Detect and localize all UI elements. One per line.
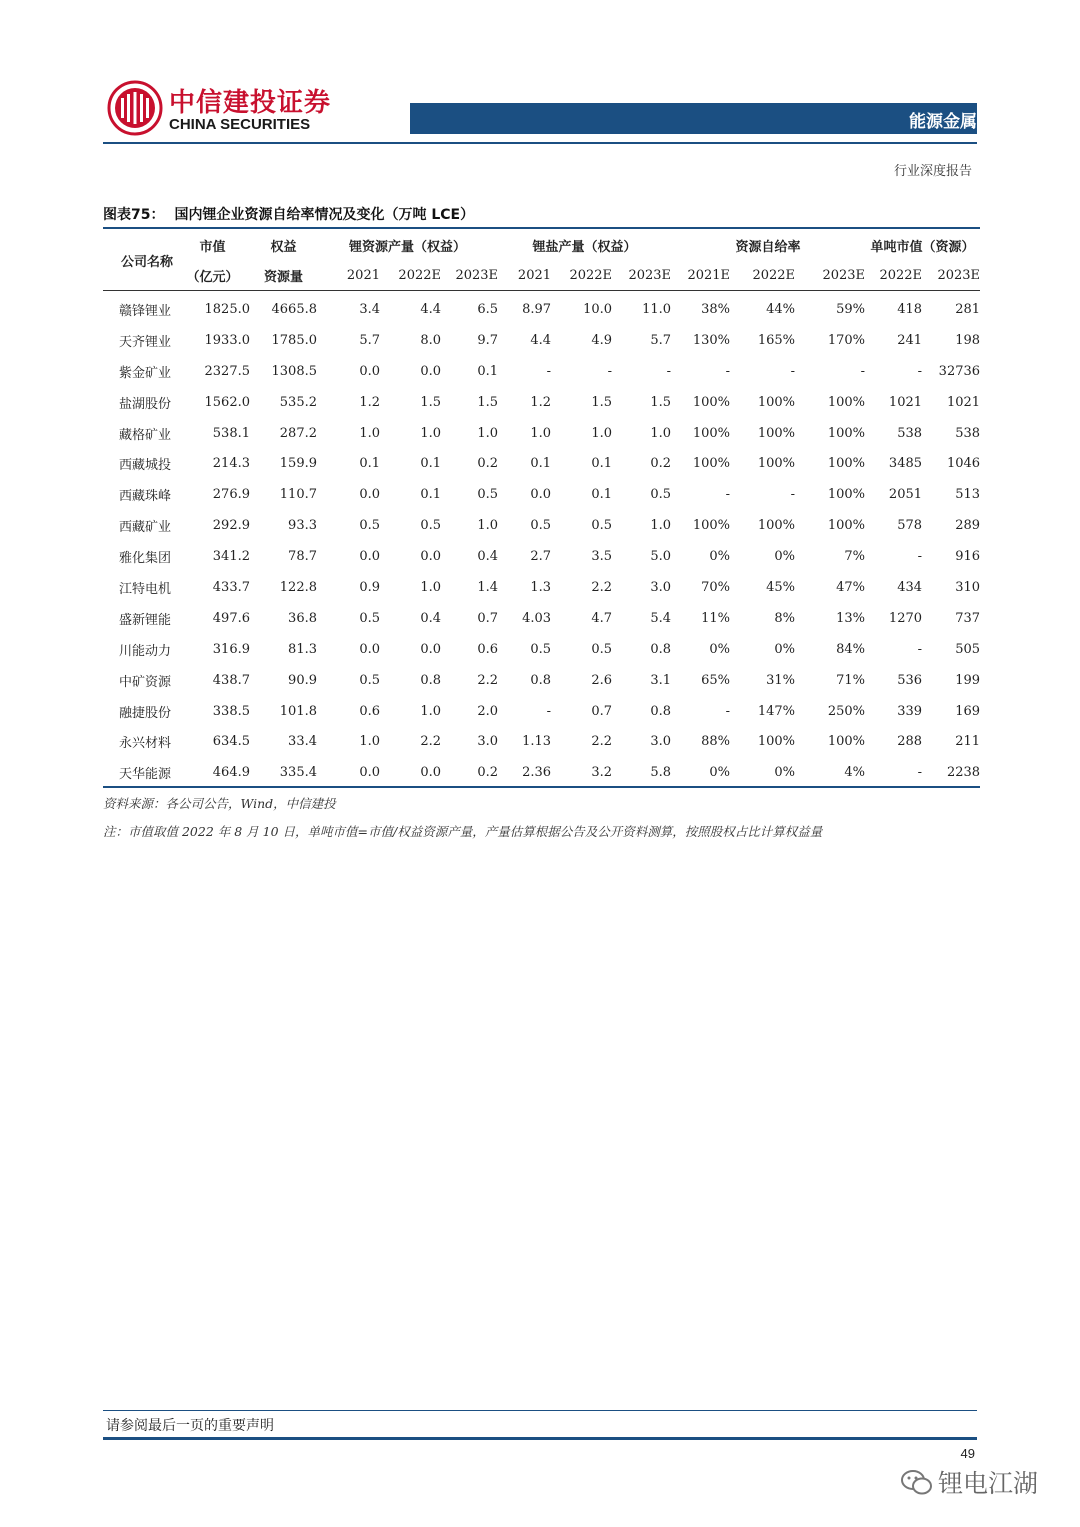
table-cell: 0.5 xyxy=(650,487,672,503)
table-cell: 418 xyxy=(897,301,923,317)
table-cell: 281 xyxy=(955,301,981,317)
header-resources: 资源量 xyxy=(263,269,303,285)
table-cell: 100% xyxy=(827,518,866,534)
table-cell: 11% xyxy=(701,610,731,626)
table-cell: 0.8 xyxy=(530,672,552,688)
table-cell: 8.0 xyxy=(420,332,441,348)
header-year: 2022E xyxy=(752,267,796,283)
table-cell: 4.03 xyxy=(522,610,552,626)
table-cell: 100% xyxy=(757,425,796,441)
header-lithium-salt-output: 锂盐产量（权益） xyxy=(532,239,637,255)
table-cell: 47% xyxy=(836,579,866,595)
table-cell: 310 xyxy=(955,579,981,595)
table-cell: 1785.0 xyxy=(271,332,317,348)
company-name-cell: 中矿资源 xyxy=(119,674,172,690)
header-company: 公司名称 xyxy=(120,254,173,270)
table-cell: 147% xyxy=(757,703,796,719)
figure-title-rule xyxy=(103,227,980,229)
page-number: 49 xyxy=(960,1446,975,1461)
table-row xyxy=(103,603,980,634)
table-cell: 464.9 xyxy=(212,765,250,781)
table-cell: 1.0 xyxy=(650,425,672,441)
table-cell: 5.0 xyxy=(650,549,672,565)
table-row xyxy=(103,325,980,356)
header-divider xyxy=(103,142,977,144)
table-cell: - xyxy=(790,487,796,503)
table-cell: - xyxy=(725,703,731,719)
table-cell: 433.7 xyxy=(212,579,250,595)
table-cell: 3.5 xyxy=(591,549,613,565)
table-cell: 341.2 xyxy=(212,549,250,565)
header-lithium-resource-output: 锂资源产量（权益） xyxy=(349,239,467,255)
table-cell: 316.9 xyxy=(212,641,250,657)
table-cell: 916 xyxy=(955,549,981,565)
table-cell: - xyxy=(666,363,672,379)
table-row xyxy=(103,418,980,449)
company-name-cell: 融捷股份 xyxy=(119,705,172,721)
table-cell: 0.6 xyxy=(359,703,380,719)
company-name-cell: 西藏矿业 xyxy=(119,520,172,536)
data-table xyxy=(103,230,980,788)
table-cell: - xyxy=(860,363,866,379)
table-cell: 169 xyxy=(955,703,981,719)
table-row xyxy=(103,572,980,603)
table-cell: 0.2 xyxy=(477,765,499,781)
table-cell: 0.4 xyxy=(477,549,499,565)
table-cell: 241 xyxy=(897,332,923,348)
table-cell: 0.0 xyxy=(359,487,380,503)
table-cell: 4.7 xyxy=(591,610,613,626)
table-cell: 0.0 xyxy=(420,549,441,565)
company-logo xyxy=(107,80,347,140)
table-cell: 1021 xyxy=(946,394,981,410)
table-cell: 4.9 xyxy=(591,332,613,348)
logo-english-name: CHINA SECURITIES xyxy=(169,116,311,133)
table-cell: 211 xyxy=(955,734,981,750)
figure-title xyxy=(103,204,474,224)
company-name-cell: 盛新锂能 xyxy=(119,612,172,628)
table-cell: 0.9 xyxy=(359,579,380,595)
table-cell: 1.0 xyxy=(420,579,441,595)
table-cell: 71% xyxy=(836,672,866,688)
company-name-cell: 西藏珠峰 xyxy=(119,489,172,505)
company-name-cell: 天齐锂业 xyxy=(119,334,172,350)
table-cell: 0.6 xyxy=(477,641,499,657)
table-cell: 0% xyxy=(709,641,731,657)
table-cell: 338.5 xyxy=(212,703,250,719)
table-cell: 2327.5 xyxy=(204,363,250,379)
table-cell: 100% xyxy=(692,456,731,472)
table-cell: 0.5 xyxy=(477,487,499,503)
table-cell: 1.0 xyxy=(591,425,613,441)
table-cell: 4665.8 xyxy=(271,301,317,317)
table-cell: 292.9 xyxy=(212,518,250,534)
table-cell: 335.4 xyxy=(279,765,317,781)
table-cell: 33.4 xyxy=(288,734,317,750)
header-unit-value: 单吨市值（资源） xyxy=(870,239,975,255)
table-cell: 1.0 xyxy=(359,425,380,441)
table-row xyxy=(103,726,980,757)
header-year: 2021 xyxy=(517,267,552,283)
table-cell: 165% xyxy=(757,332,796,348)
table-cell: 110.7 xyxy=(279,487,317,503)
company-name-cell: 盐湖股份 xyxy=(119,396,172,412)
table-cell: 289 xyxy=(955,518,981,534)
table-cell: 100% xyxy=(827,425,866,441)
table-cell: 5.7 xyxy=(359,332,380,348)
table-cell: 438.7 xyxy=(212,672,250,688)
table-cell: 170% xyxy=(827,332,866,348)
table-cell: - xyxy=(725,487,731,503)
table-row xyxy=(103,541,980,572)
table-cell: 0.5 xyxy=(359,610,380,626)
header-self-sufficiency: 资源自给率 xyxy=(735,239,801,255)
table-cell: 100% xyxy=(757,518,796,534)
header-market-cap: 市值 xyxy=(199,239,226,255)
header-year: 2022E xyxy=(398,267,441,283)
table-cell: 0.0 xyxy=(420,641,441,657)
table-cell: 0.8 xyxy=(420,672,441,688)
table-cell: - xyxy=(546,703,552,719)
table-cell: 1.0 xyxy=(420,703,441,719)
table-cell: 100% xyxy=(757,734,796,750)
table-cell: 287.2 xyxy=(279,425,317,441)
table-row xyxy=(103,448,980,479)
table-header-row-1 xyxy=(103,230,980,260)
company-name-cell: 江特电机 xyxy=(119,581,172,597)
table-row xyxy=(103,757,980,788)
table-cell: 100% xyxy=(692,425,731,441)
table-cell: 1308.5 xyxy=(271,363,317,379)
table-cell: - xyxy=(917,549,923,565)
table-cell: 88% xyxy=(701,734,731,750)
company-name-cell: 雅化集团 xyxy=(119,551,172,567)
table-cell: 1.0 xyxy=(420,425,441,441)
table-cell: 2.2 xyxy=(591,579,613,595)
table-cell: 0% xyxy=(774,765,796,781)
table-cell: 13% xyxy=(836,610,866,626)
table-cell: 0.0 xyxy=(420,363,441,379)
table-cell: 100% xyxy=(827,394,866,410)
table-cell: 2.2 xyxy=(591,734,613,750)
table-cell: 0.1 xyxy=(359,456,380,472)
header-equity: 权益 xyxy=(270,239,297,255)
table-cell: 3.0 xyxy=(650,579,672,595)
table-cell: 0.1 xyxy=(591,456,613,472)
report-type: 行业深度报告 xyxy=(893,164,972,179)
footer-rule-top xyxy=(103,1410,977,1411)
table-cell: 2238 xyxy=(946,765,981,781)
table-cell: 0.5 xyxy=(359,672,380,688)
table-cell: 1.0 xyxy=(650,518,672,534)
table-cell: - xyxy=(725,363,731,379)
table-row xyxy=(103,479,980,510)
table-cell: 538 xyxy=(897,425,923,441)
table-cell: 0.5 xyxy=(591,641,613,657)
table-cell: 10.0 xyxy=(583,301,613,317)
table-cell: 11.0 xyxy=(642,301,672,317)
header-year: 2022E xyxy=(569,267,613,283)
table-cell: 5.8 xyxy=(650,765,672,781)
table-cell: 0% xyxy=(774,641,796,657)
footer-rule-bottom xyxy=(103,1437,977,1440)
table-cell: 4.4 xyxy=(420,301,441,317)
table-cell: 0% xyxy=(709,765,731,781)
table-cell: 4% xyxy=(844,765,866,781)
table-cell: 1562.0 xyxy=(204,394,250,410)
section-title: 能源金属 xyxy=(909,112,977,132)
table-cell: 0.8 xyxy=(650,641,672,657)
table-cell: 7% xyxy=(844,549,866,565)
table-cell: 36.8 xyxy=(288,610,317,626)
company-name-cell: 西藏城投 xyxy=(119,458,172,474)
table-cell: 1.3 xyxy=(530,579,552,595)
watermark-text: 锂电江湖 xyxy=(938,1469,1039,1498)
table-cell: 1.0 xyxy=(477,518,499,534)
table-cell: 1270 xyxy=(888,610,923,626)
table-cell: 100% xyxy=(827,487,866,503)
figure-caption: 国内锂企业资源自给率情况及变化（万吨 LCE） xyxy=(174,207,475,223)
table-cell: 32736 xyxy=(938,363,981,379)
table-cell: 535.2 xyxy=(279,394,317,410)
table-cell: 1.0 xyxy=(530,425,552,441)
company-name-cell: 紫金矿业 xyxy=(119,365,172,381)
table-cell: 0.0 xyxy=(359,549,380,565)
table-cell: 44% xyxy=(766,301,796,317)
table-cell: 497.6 xyxy=(212,610,250,626)
table-cell: 5.4 xyxy=(650,610,672,626)
table-cell: - xyxy=(607,363,613,379)
table-cell: 1.2 xyxy=(530,394,552,410)
figure-number: 图表75： xyxy=(103,207,165,223)
table-cell: 100% xyxy=(757,394,796,410)
header-year: 2023E xyxy=(822,267,866,283)
table-cell: 0% xyxy=(774,549,796,565)
table-cell: 93.3 xyxy=(288,518,317,534)
table-cell: 3.4 xyxy=(359,301,380,317)
table-cell: 2.6 xyxy=(591,672,613,688)
table-cell: - xyxy=(917,765,923,781)
table-cell: 1021 xyxy=(888,394,923,410)
table-cell: 122.8 xyxy=(279,579,317,595)
table-cell: 578 xyxy=(897,518,923,534)
table-row xyxy=(103,665,980,696)
company-name-cell: 永兴材料 xyxy=(119,736,172,752)
table-cell: 2051 xyxy=(888,487,923,503)
table-cell: 9.7 xyxy=(477,332,499,348)
table-cell: 1.5 xyxy=(650,394,672,410)
table-cell: 2.7 xyxy=(530,549,552,565)
table-cell: 0.1 xyxy=(420,487,441,503)
table-cell: 70% xyxy=(701,579,731,595)
table-cell: 288 xyxy=(897,734,923,750)
table-cell: 100% xyxy=(692,518,731,534)
company-name-cell: 赣锋锂业 xyxy=(119,303,172,319)
table-cell: 130% xyxy=(692,332,731,348)
table-cell: 0.5 xyxy=(420,518,441,534)
table-cell: 0.7 xyxy=(477,610,499,626)
table-cell: 1046 xyxy=(946,456,981,472)
table-cell: - xyxy=(917,363,923,379)
table-cell: 31% xyxy=(766,672,796,688)
table-cell: 6.5 xyxy=(477,301,499,317)
table-cell: - xyxy=(917,641,923,657)
table-cell: 1.5 xyxy=(420,394,441,410)
header-bar xyxy=(410,103,977,134)
table-cell: 434 xyxy=(897,579,923,595)
table-cell: 0.5 xyxy=(591,518,613,534)
table-cell: 1.0 xyxy=(477,425,499,441)
table-cell: 8.97 xyxy=(522,301,552,317)
table-cell: 0.2 xyxy=(650,456,672,472)
header-year: 2021E xyxy=(687,267,731,283)
table-cell: 3485 xyxy=(888,456,923,472)
company-name-cell: 藏格矿业 xyxy=(119,427,172,443)
table-row xyxy=(103,696,980,727)
watermark xyxy=(900,1462,1050,1498)
table-cell: 101.8 xyxy=(279,703,317,719)
table-cell: 198 xyxy=(955,332,981,348)
table-cell: 65% xyxy=(701,672,731,688)
table-cell: 0.2 xyxy=(477,456,499,472)
logo-chinese-name: 中信建投证券 xyxy=(169,88,332,118)
table-row xyxy=(103,387,980,418)
table-cell: 0.0 xyxy=(359,363,380,379)
header-year: 2023E xyxy=(937,267,981,283)
table-cell: 538 xyxy=(955,425,981,441)
table-cell: 1.0 xyxy=(359,734,380,750)
table-cell: 1.4 xyxy=(477,579,499,595)
table-cell: 0.1 xyxy=(530,456,552,472)
table-cell: 2.36 xyxy=(522,765,552,781)
header-year: 2023E xyxy=(628,267,672,283)
table-cell: 1.2 xyxy=(359,394,380,410)
table-cell: 1.13 xyxy=(522,734,552,750)
table-cell: 90.9 xyxy=(288,672,317,688)
table-cell: 2.0 xyxy=(477,703,499,719)
table-row xyxy=(103,356,980,387)
table-cell: 159.9 xyxy=(279,456,317,472)
table-cell: 0.0 xyxy=(359,765,380,781)
table-cell: 0.8 xyxy=(650,703,672,719)
table-cell: 45% xyxy=(766,579,796,595)
table-cell: 339 xyxy=(897,703,923,719)
table-cell: 737 xyxy=(955,610,981,626)
table-cell: 0.5 xyxy=(530,518,552,534)
table-body xyxy=(103,291,980,789)
table-cell: 1933.0 xyxy=(204,332,250,348)
table-row xyxy=(103,291,980,325)
table-cell: 0.5 xyxy=(530,641,552,657)
header-year: 2022E xyxy=(879,267,923,283)
table-cell: 78.7 xyxy=(288,549,317,565)
table-cell: 3.2 xyxy=(591,765,613,781)
table-cell: 100% xyxy=(827,734,866,750)
table-cell: 3.1 xyxy=(650,672,672,688)
table-cell: 5.7 xyxy=(650,332,672,348)
table-cell: 0.4 xyxy=(420,610,441,626)
table-cell: 100% xyxy=(827,456,866,472)
footer-disclaimer: 请参阅最后一页的重要声明 xyxy=(106,1418,274,1434)
table-cell: 0.0 xyxy=(530,487,552,503)
table-cell: 100% xyxy=(757,456,796,472)
table-cell: 0.1 xyxy=(591,487,613,503)
table-cell: 2.2 xyxy=(420,734,441,750)
table-cell: 505 xyxy=(955,641,981,657)
table-bottom-rule xyxy=(103,786,980,788)
table-cell: 3.0 xyxy=(650,734,672,750)
table-row xyxy=(103,634,980,665)
table-cell: 8% xyxy=(774,610,796,626)
table-cell: 1.5 xyxy=(591,394,613,410)
header-market-cap-unit: （亿元） xyxy=(186,269,239,285)
table-row xyxy=(103,510,980,541)
table-cell: 0.1 xyxy=(420,456,441,472)
table-cell: 38% xyxy=(701,301,731,317)
table-cell: 0.0 xyxy=(359,641,380,657)
table-cell: 276.9 xyxy=(212,487,250,503)
header-year: 2021 xyxy=(346,267,380,283)
remark-note: 注：市值取值 2022 年 8 月 10 日，单吨市值=市值/权益资源产量，产量估算根据公告及公开资料测算，按照股权占比计算权益量 xyxy=(103,824,823,839)
table-cell: 2.2 xyxy=(477,672,499,688)
table-cell: 0.1 xyxy=(477,363,499,379)
table-header-row-2 xyxy=(103,260,980,291)
company-name-cell: 川能动力 xyxy=(119,643,172,659)
table-cell: 538.1 xyxy=(212,425,250,441)
table-cell: 1825.0 xyxy=(204,301,250,317)
table-cell: 634.5 xyxy=(212,734,250,750)
source-note: 资料来源：各公司公告，Wind，中信建投 xyxy=(103,796,336,811)
table-cell: 3.0 xyxy=(477,734,499,750)
table-cell: 84% xyxy=(836,641,866,657)
table-cell: 100% xyxy=(692,394,731,410)
table-cell: 536 xyxy=(897,672,923,688)
header-year: 2023E xyxy=(455,267,499,283)
table-cell: 0.5 xyxy=(359,518,380,534)
logo-emblem-icon xyxy=(107,80,163,136)
table-cell: 250% xyxy=(827,703,866,719)
table-cell: 214.3 xyxy=(212,456,250,472)
company-name-cell: 天华能源 xyxy=(119,767,172,783)
table-cell: 81.3 xyxy=(288,641,317,657)
table-cell: - xyxy=(790,363,796,379)
table-cell: - xyxy=(546,363,552,379)
table-cell: 0% xyxy=(709,549,731,565)
table-cell: 4.4 xyxy=(530,332,552,348)
table-cell: 0.7 xyxy=(591,703,613,719)
table-cell: 0.0 xyxy=(420,765,441,781)
table-cell: 513 xyxy=(955,487,981,503)
table-cell: 59% xyxy=(836,301,866,317)
wechat-icon xyxy=(900,1468,934,1498)
table-cell: 199 xyxy=(955,672,981,688)
table-cell: 1.5 xyxy=(477,394,499,410)
